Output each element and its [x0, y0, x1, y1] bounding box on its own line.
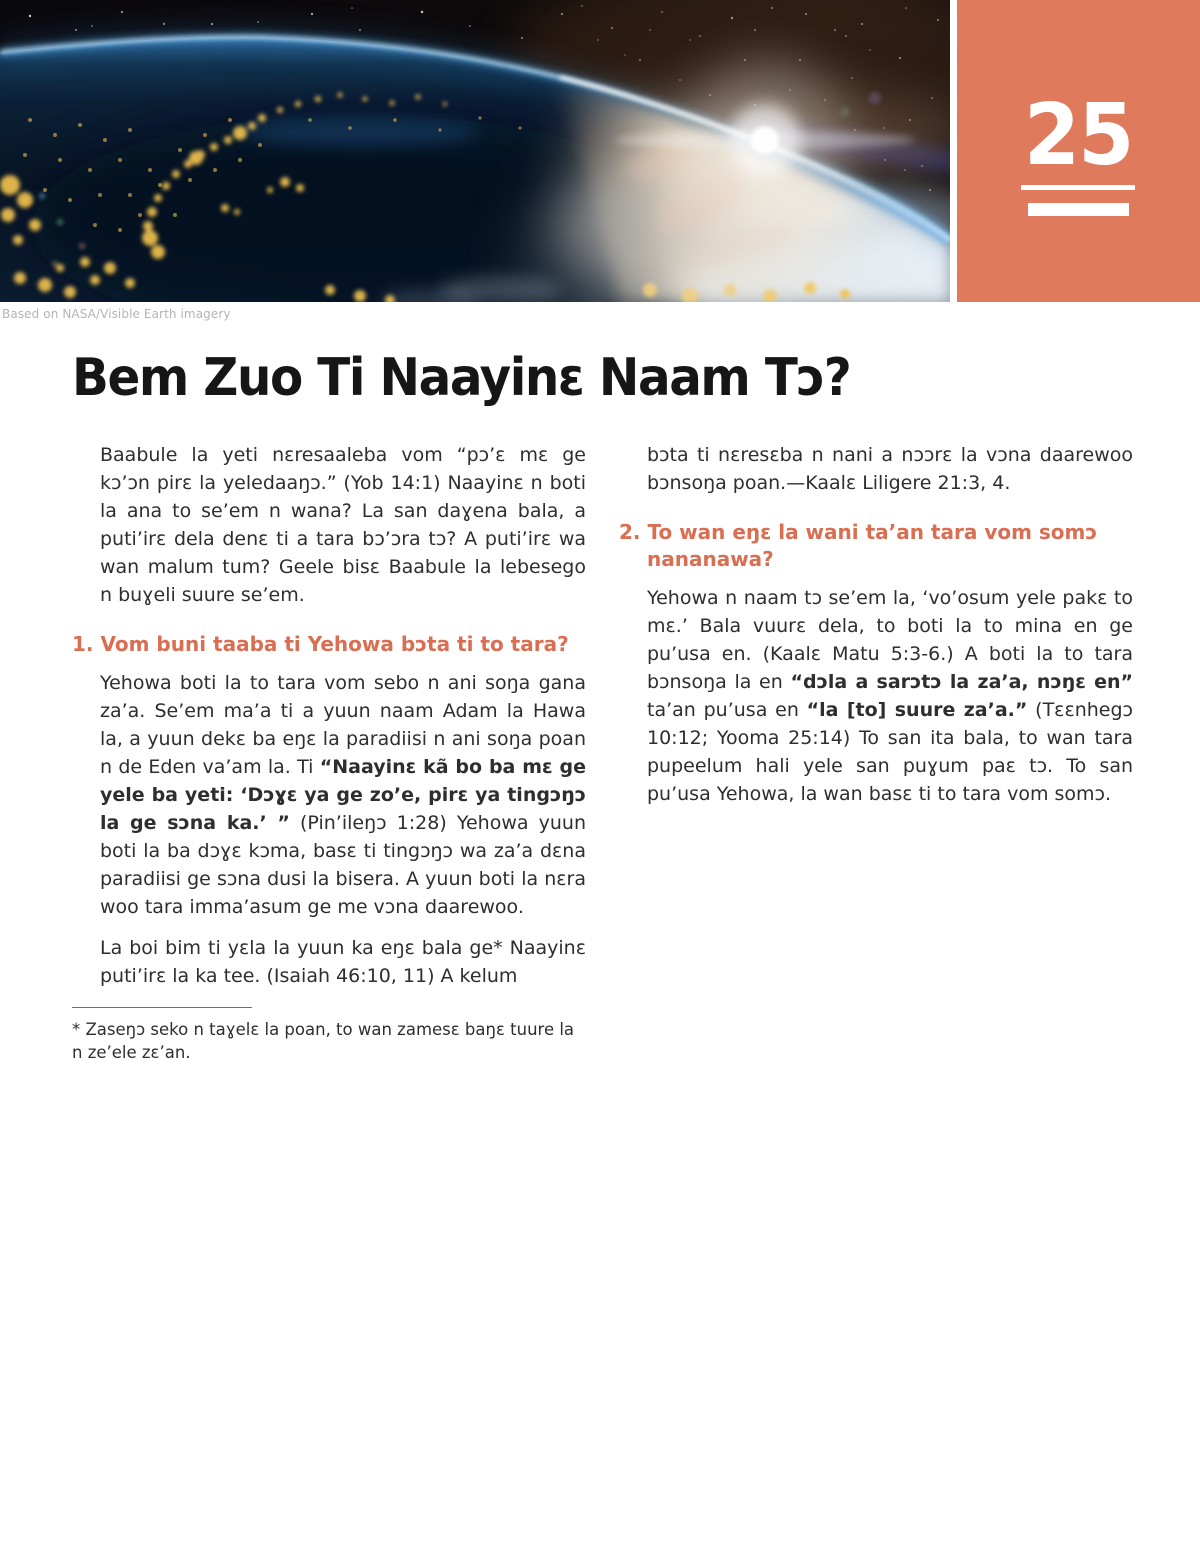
paragraph: Yehowa n naam tɔ se’em la, ‘vo’osum yele pakɛ to mɛ.’ Bala vuurɛ dela, to boti la to mina en ge pu’usa en. (Kaalɛ Matu 5:3-6.) A boti la to tara bɔnsoŋa la en “dɔla a sarɔtɔ la za’a, nɔŋɛ en” ta’an pu’usa en “la [to] suure za’a.” (Tɛɛnhegɔ 10:12; Yooma 25:14) To san ita bala, to wan tara pupeelum hali yele san puɣum paɛ tɔ. To san pu’usa Yehowa, la wan basɛ ti to tara vom somɔ. [647, 587, 1133, 806]
paragraph: La boi bim ti yɛla la yuun ka eŋɛ bala ge* Naayinɛ puti’irɛ la ka tee. (Isaiah 46:10, 11) A kelum [100, 937, 586, 988]
question-heading: 2. To wan eŋɛ la wani ta’an tara vom somɔ nananawa? [619, 520, 1098, 572]
image-caption: Based on NASA/Visible Earth imagery [2, 307, 231, 321]
chapter-number-box [957, 0, 1200, 302]
footnote-text: * Zaseŋɔ seko n taɣelɛ la poan, to wan zamesɛ baŋɛ tuure la n ze’ele zɛ’an. [72, 1020, 575, 1063]
paragraph: Yehowa boti la to tara vom sebo n ani soŋa gana za’a. Se’em ma’a ti a yuun naam Adam la Hawa la, a yuun dekɛ ba eŋɛ la paradiisi n ani soŋa poan n de Eden va’am la. Ti “Naayinɛ kã bo ba mɛ ge yele ba yeti: ‘Dɔɣɛ ya ge zo’e, pirɛ ya tingɔŋɔ la ge sɔna ka.’ ” (Pin’ileŋɔ 1:28) Yehowa yuun boti la ba dɔɣɛ kɔma, basɛ ti tingɔŋɔ wa za’a dɛna paradiisi ge sɔna dusi la bisera. A yuun boti la nɛra woo tara imma’asum ge me vɔna daarewoo. [100, 672, 587, 919]
left-column [72, 441, 586, 1064]
question-heading: 1. Vom buni taaba ti Yehowa bɔta ti to tara? [72, 632, 569, 657]
paragraph: bɔta ti nɛresɛba n nani a nɔɔrɛ la vɔna daarewoo bɔnsoŋa poan.—Kaalɛ Liligere 21:3, 4. [647, 444, 1133, 495]
body-columns [72, 441, 1133, 1064]
footnote [72, 1007, 586, 1064]
paragraph: Baabule la yeti nɛresaaleba vom “pɔ’ɛ mɛ ge kɔ’ɔn pirɛ la yeledaaŋɔ.” (Yob 14:1) Naayinɛ n boti la ana to se’em n wana? La san daɣena bala, a puti’irɛ dela denɛ ti a tara bɔ’ɔra tɔ? A puti’irɛ wa wan malum tum? Geele bisɛ Baabule la lebesego n buɣeli suure se’em. [100, 444, 586, 607]
footnote-rule [72, 1007, 252, 1008]
earth-from-space-image [0, 0, 950, 302]
page-title: Bem Zuo Ti Naayinɛ Naam Tɔ? [72, 348, 851, 408]
chapter-number-rule [1028, 203, 1129, 216]
right-column [619, 441, 1133, 1064]
page-header [0, 0, 1200, 302]
chapter-number: 25 [1021, 93, 1135, 190]
